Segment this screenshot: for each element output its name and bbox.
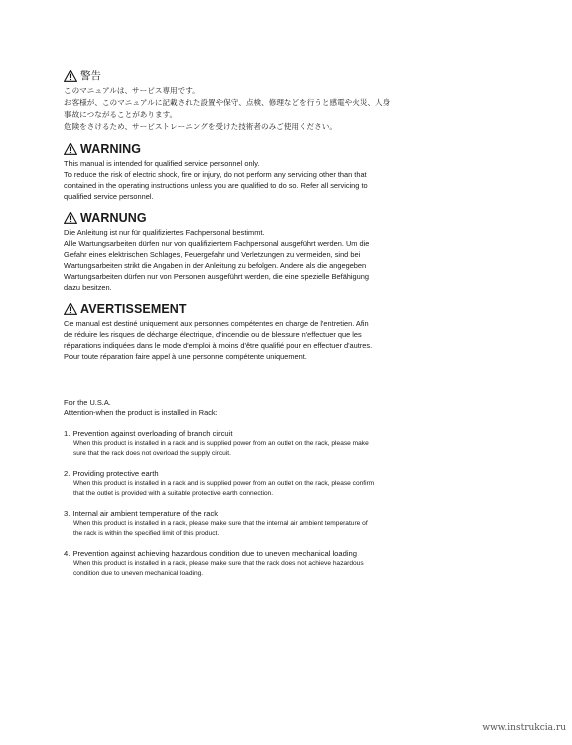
text-line: dazu besitzen. (64, 283, 112, 292)
heading-text: WARNING (80, 142, 142, 156)
rack-item-title: 4. Prevention against achieving hazardous condition due to uneven mechanical loading (64, 549, 357, 558)
rack-item-text: that the outlet is provided with a suitable protective earth connection. (73, 489, 274, 497)
text-line: qualified service personnel. (64, 192, 154, 201)
rack-item (64, 429, 524, 458)
warning-triangle-icon (64, 70, 77, 82)
rack-item-text: the rack is within the specified limit of this product. (73, 529, 220, 537)
text-line: Wartungsarbeiten dürfen nur von Personen ausgeführt werden, die eine spezielle Befähigung (64, 272, 369, 281)
rack-item-text: sure that the rack does not overload the supply circuit. (73, 449, 231, 457)
rack-item (64, 509, 524, 538)
rack-attention-label: Attention-when the product is installed in Rack: (64, 408, 218, 417)
rack-item (64, 549, 524, 578)
text-line: Die Anleitung ist nur für qualifiziertes Fachpersonal bestimmt. (64, 228, 265, 237)
warning-section-english (64, 142, 524, 202)
warning-section-french (64, 302, 524, 362)
text-line: Alle Wartungsarbeiten dürfen nur von qualifiziertem Fachpersonal ausgeführt werden. Um die (64, 239, 370, 248)
text-line: contained in the operating instructions unless you are qualified to do so. Refer all servicing to (64, 181, 368, 190)
rack-item (64, 469, 524, 498)
heading-text: AVERTISSEMENT (80, 302, 187, 316)
section-heading (64, 211, 524, 225)
rack-item-text: When this product is installed in a rack, please make sure that the rack does not achieve hazardous (73, 560, 364, 567)
heading-text: WARNUNG (80, 211, 147, 225)
section-heading (64, 302, 524, 316)
text-line: This manual is intended for qualified service personnel only. (64, 159, 260, 168)
text-line: このマニュアルは、サービス専用です。 (64, 86, 200, 95)
text-line: Wartungsarbeiten strikt die Angaben in der Anleitung zu befolgen. Andere als die angegeben (64, 261, 367, 270)
text-line: Pour toute réparation faire appel à une personne compétente uniquement. (64, 352, 307, 361)
text-line: Ce manual est destiné uniquement aux personnes compétentes en charge de l'entretien. Afin (64, 319, 369, 328)
region-label: For the U.S.A. (64, 398, 111, 407)
rack-item-text: When this product is installed in a rack and is supplied power from an outlet on the rack, please make (73, 440, 369, 447)
warning-section-japanese (64, 68, 524, 133)
rack-item-text: condition due to uneven mechanical loading. (73, 569, 204, 577)
section-heading (64, 142, 524, 156)
rack-item-text: When this product is installed in a rack, please make sure that the internal air ambient temperature of (73, 520, 368, 527)
text-line: de réduire les risques de décharge électrique, d'incendie ou de blessure n'effectuer que les (64, 330, 362, 339)
warning-section-german (64, 211, 524, 293)
rack-installation-notes (64, 398, 524, 578)
warning-triangle-icon (64, 143, 77, 155)
rack-item-title: 1. Prevention against overloading of branch circuit (64, 429, 233, 438)
section-heading (64, 68, 524, 83)
rack-item-text: When this product is installed in a rack and is supplied power from an outlet on the rack, please confirm (73, 480, 375, 487)
text-line: Gefahr eines elektrischen Schlages, Feuergefahr und Verletzungen zu vermeiden, sind bei (64, 250, 361, 259)
rack-item-title: 2. Providing protective earth (64, 469, 159, 478)
text-line: お客様が、このマニュアルに記載された設置や保守、点検、修理などを行うと感電や火災、人身 (64, 98, 391, 107)
document-page (64, 68, 524, 578)
rack-item-title: 3. Internal air ambient temperature of the rack (64, 509, 219, 518)
warning-triangle-icon (64, 303, 77, 315)
warning-triangle-icon (64, 212, 77, 224)
watermark-text: www.instrukcia.ru (482, 723, 566, 733)
heading-text: 警告 (80, 70, 101, 82)
text-line: 危険をさけるため、サービストレーニングを受けた技術者のみご使用ください。 (64, 122, 337, 131)
text-line: To reduce the risk of electric shock, fire or injury, do not perform any servicing other than that (64, 170, 367, 179)
text-line: réparations indiquées dans le mode d'emploi à moins d'être qualifié pour en effectuer d'autres. (64, 341, 373, 350)
text-line: 事故につながることがあります。 (64, 110, 178, 119)
